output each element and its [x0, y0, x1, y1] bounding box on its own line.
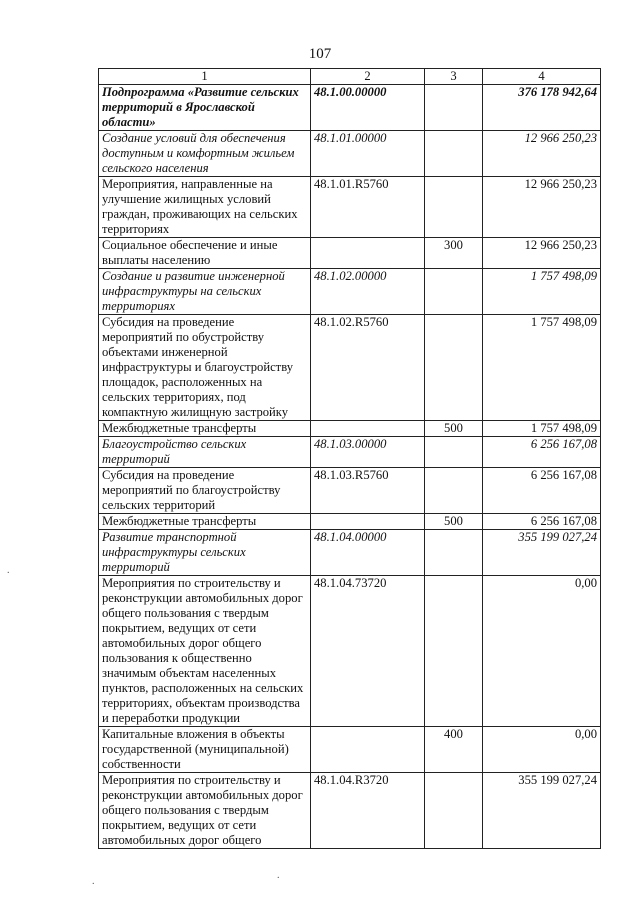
row-type-cell	[425, 315, 483, 421]
row-name-cell: Мероприятия по строительству и реконструкции автомобильных дорог общего пользования с твердым покрытием, ведущих от сети автомобильных дорог общего пользования к общественно значимым объектам населенных пунктов, расположенных на сельских территориях, объектам производства и переработки продукции	[99, 576, 311, 727]
row-amount-cell: 376 178 942,64	[483, 85, 601, 131]
row-code-cell: 48.1.04.R3720	[311, 773, 425, 849]
table-row	[99, 468, 601, 514]
row-amount-cell: 1 757 498,09	[483, 315, 601, 421]
column-header: 3	[425, 69, 483, 85]
row-name-cell: Мероприятия, направленные на улучшение жилищных условий граждан, проживающих на сельских территориях	[99, 177, 311, 238]
row-name-cell: Развитие транспортной инфраструктуры сельских территорий	[99, 530, 311, 576]
row-amount-cell: 6 256 167,08	[483, 437, 601, 468]
row-type-cell: 500	[425, 421, 483, 437]
row-amount-cell: 6 256 167,08	[483, 514, 601, 530]
row-type-cell: 300	[425, 238, 483, 269]
row-name-cell: Создание и развитие инженерной инфраструктуры на сельских территориях	[99, 269, 311, 315]
row-type-cell	[425, 85, 483, 131]
row-type-cell	[425, 576, 483, 727]
table-row	[99, 85, 601, 131]
row-name-cell: Субсидия на проведение мероприятий по благоустройству сельских территорий	[99, 468, 311, 514]
table-row	[99, 269, 601, 315]
table-row	[99, 530, 601, 576]
table-row	[99, 773, 601, 849]
column-header: 2	[311, 69, 425, 85]
row-amount-cell: 1 757 498,09	[483, 421, 601, 437]
row-type-cell	[425, 437, 483, 468]
row-name-cell: Подпрограмма «Развитие сельских территорий в Ярославской области»	[99, 85, 311, 131]
row-name-cell: Межбюджетные трансферты	[99, 514, 311, 530]
row-code-cell: 48.1.01.R5760	[311, 177, 425, 238]
row-amount-cell: 12 966 250,23	[483, 131, 601, 177]
table-row	[99, 437, 601, 468]
table-row	[99, 315, 601, 421]
column-header: 1	[99, 69, 311, 85]
budget-table	[98, 68, 601, 849]
row-name-cell: Капитальные вложения в объекты государственной (муниципальной) собственности	[99, 727, 311, 773]
row-amount-cell: 355 199 027,24	[483, 773, 601, 849]
table-row	[99, 177, 601, 238]
table-row	[99, 727, 601, 773]
row-code-cell: 48.1.01.00000	[311, 131, 425, 177]
row-code-cell	[311, 514, 425, 530]
row-code-cell: 48.1.03.R5760	[311, 468, 425, 514]
row-amount-cell: 0,00	[483, 576, 601, 727]
row-code-cell	[311, 238, 425, 269]
row-type-cell	[425, 530, 483, 576]
row-amount-cell: 12 966 250,23	[483, 238, 601, 269]
table-row	[99, 131, 601, 177]
row-amount-cell: 6 256 167,08	[483, 468, 601, 514]
page-number: 107	[308, 46, 332, 62]
row-name-cell: Создание условий для обеспечения доступным и комфортным жильем сельского населения	[99, 131, 311, 177]
row-code-cell: 48.1.04.00000	[311, 530, 425, 576]
row-name-cell: Субсидия на проведение мероприятий по обустройству объектами инженерной инфраструктуры и благоустройству площадок, расположенных на сельских территориях, под компактную жилищную застройку	[99, 315, 311, 421]
row-name-cell: Социальное обеспечение и иные выплаты населению	[99, 238, 311, 269]
column-header: 4	[483, 69, 601, 85]
row-type-cell: 500	[425, 514, 483, 530]
margin-mark: .	[7, 565, 10, 576]
row-type-cell	[425, 177, 483, 238]
row-type-cell	[425, 468, 483, 514]
row-code-cell	[311, 727, 425, 773]
row-type-cell	[425, 269, 483, 315]
row-name-cell: Межбюджетные трансферты	[99, 421, 311, 437]
row-code-cell: 48.1.03.00000	[311, 437, 425, 468]
table-header-row	[99, 69, 601, 85]
row-amount-cell: 1 757 498,09	[483, 269, 601, 315]
row-code-cell: 48.1.02.R5760	[311, 315, 425, 421]
row-code-cell: 48.1.02.00000	[311, 269, 425, 315]
row-code-cell	[311, 421, 425, 437]
row-code-cell: 48.1.00.00000	[311, 85, 425, 131]
row-amount-cell: 355 199 027,24	[483, 530, 601, 576]
row-type-cell	[425, 773, 483, 849]
table-row	[99, 238, 601, 269]
table-row	[99, 421, 601, 437]
row-amount-cell: 0,00	[483, 727, 601, 773]
margin-mark: .	[277, 870, 280, 881]
row-name-cell: Благоустройство сельских территорий	[99, 437, 311, 468]
row-code-cell: 48.1.04.73720	[311, 576, 425, 727]
budget-table-body	[99, 69, 601, 849]
margin-mark: .	[92, 876, 95, 887]
row-type-cell: 400	[425, 727, 483, 773]
row-name-cell: Мероприятия по строительству и реконструкции автомобильных дорог общего пользования с твердым покрытием, ведущих от сети автомобильных дорог общего	[99, 773, 311, 849]
row-amount-cell: 12 966 250,23	[483, 177, 601, 238]
table-row	[99, 514, 601, 530]
row-type-cell	[425, 131, 483, 177]
table-row	[99, 576, 601, 727]
